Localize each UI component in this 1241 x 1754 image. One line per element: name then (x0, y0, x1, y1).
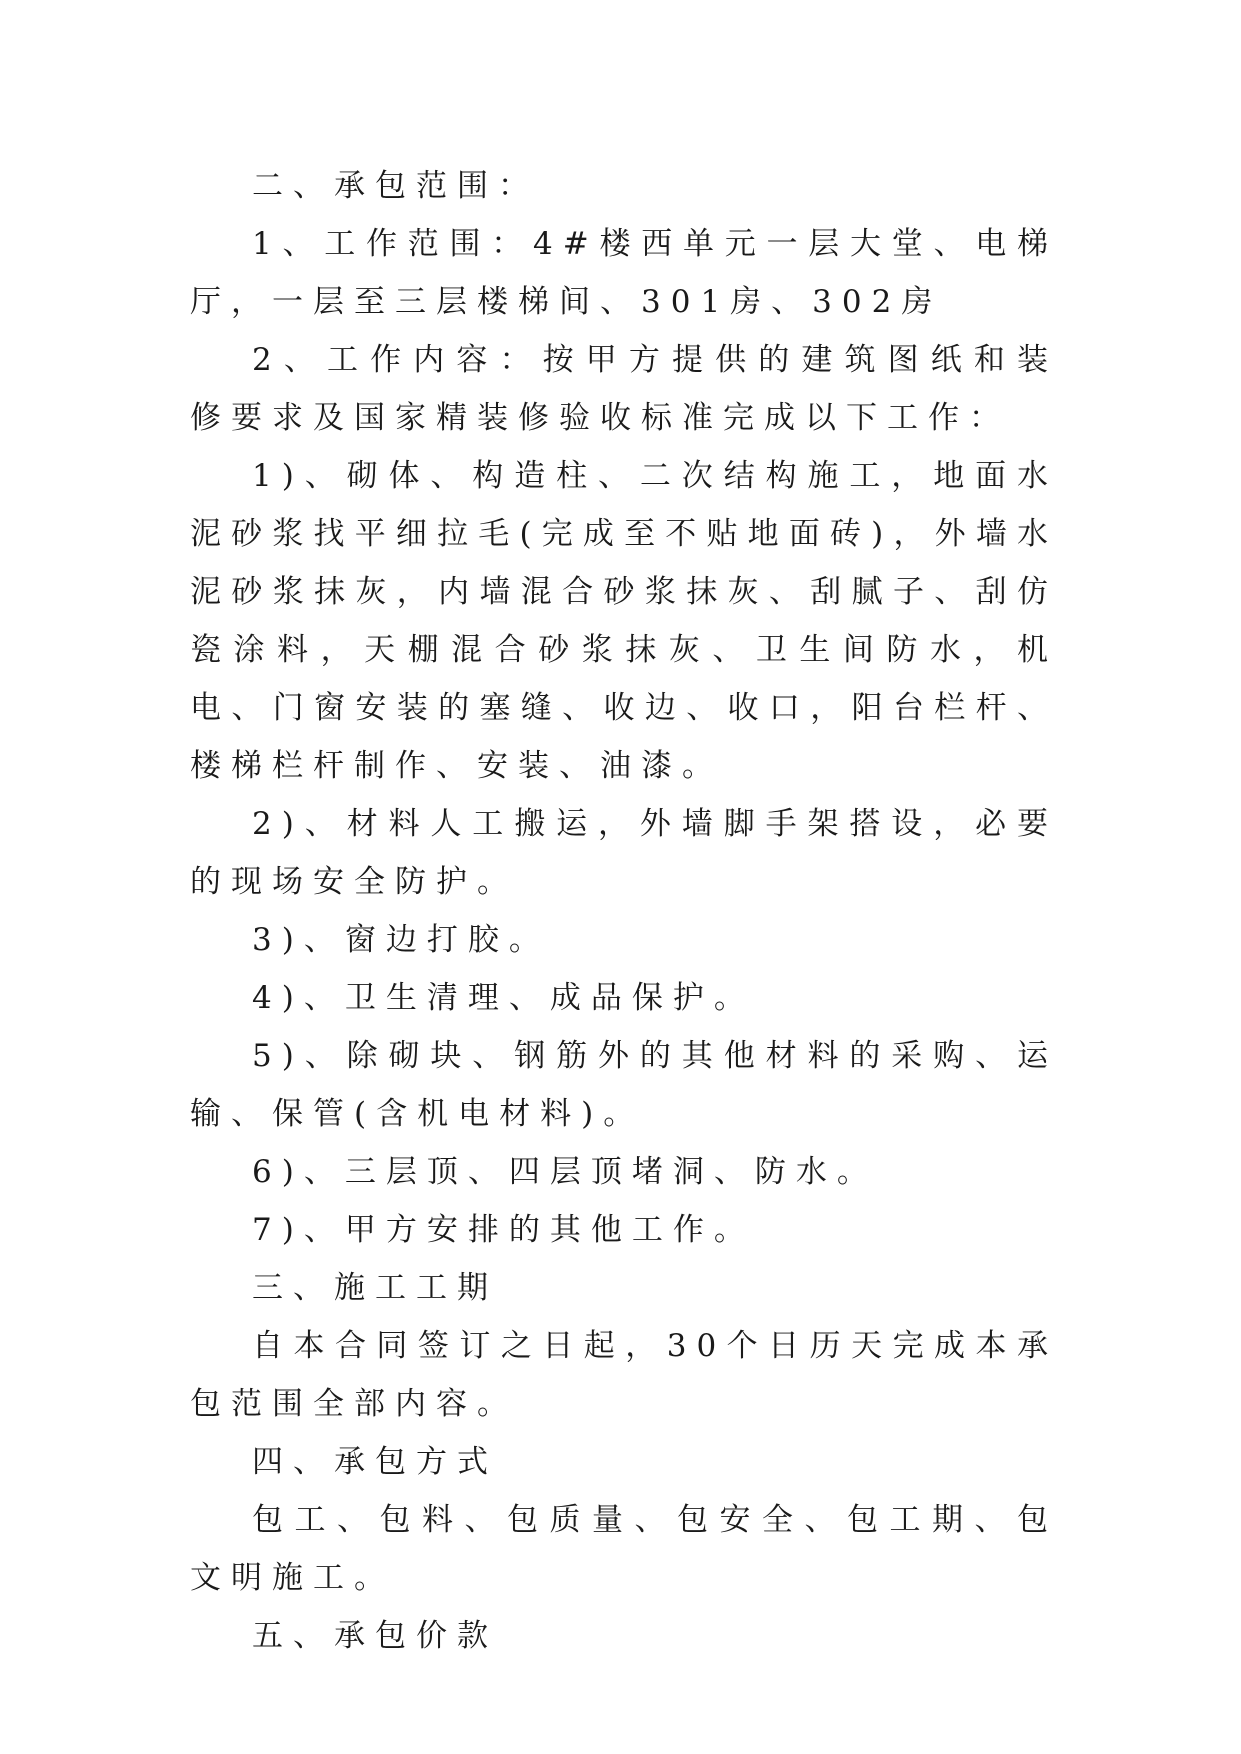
section-heading-price: 五、承包价款 (252, 1618, 498, 1654)
section-heading-method: 四、承包方式 (252, 1444, 498, 1480)
list-item-1: 1)、砌体、构造柱、二次结构施工，地面水泥砂浆找平细拉毛(完成至不贴地面砖)，外墙水泥砂浆抹灰，内墙混合砂浆抹灰、刮腻子、刮仿瓷涂料，天棚混合砂浆抹灰、卫生间防水，机电、门窗安装的塞缝、收边、收口，阳台栏杆、楼梯栏杆制作、安装、油漆。 (190, 458, 1058, 784)
list-item-6: 6)、三层顶、四层顶堵洞、防水。 (252, 1154, 878, 1190)
section-heading-scope: 二、承包范围： (252, 168, 539, 204)
list-item-3: 3)、窗边打胶。 (252, 922, 550, 958)
list-item-2: 2)、材料人工搬运，外墙脚手架搭设，必要的现场安全防护。 (190, 806, 1058, 900)
paragraph-schedule: 自本合同签订之日起，30个日历天完成本承包范围全部内容。 (190, 1328, 1058, 1422)
paragraph-work-scope: 1、工作范围：4#楼西单元一层大堂、电梯厅，一层至三层楼梯间、301房、302房 (190, 226, 1058, 320)
document-body (190, 157, 1058, 1665)
paragraph-method: 包工、包料、包质量、包安全、包工期、包文明施工。 (190, 1502, 1058, 1596)
list-item-7: 7)、甲方安排的其他工作。 (252, 1212, 755, 1248)
paragraph-work-content: 2、工作内容：按甲方提供的建筑图纸和装修要求及国家精装修验收标准完成以下工作： (190, 342, 1058, 436)
section-heading-schedule: 三、施工工期 (252, 1270, 498, 1306)
list-item-5: 5)、除砌块、钢筋外的其他材料的采购、运输、保管(含机电材料)。 (190, 1038, 1058, 1132)
list-item-4: 4)、卫生清理、成品保护。 (252, 980, 755, 1016)
